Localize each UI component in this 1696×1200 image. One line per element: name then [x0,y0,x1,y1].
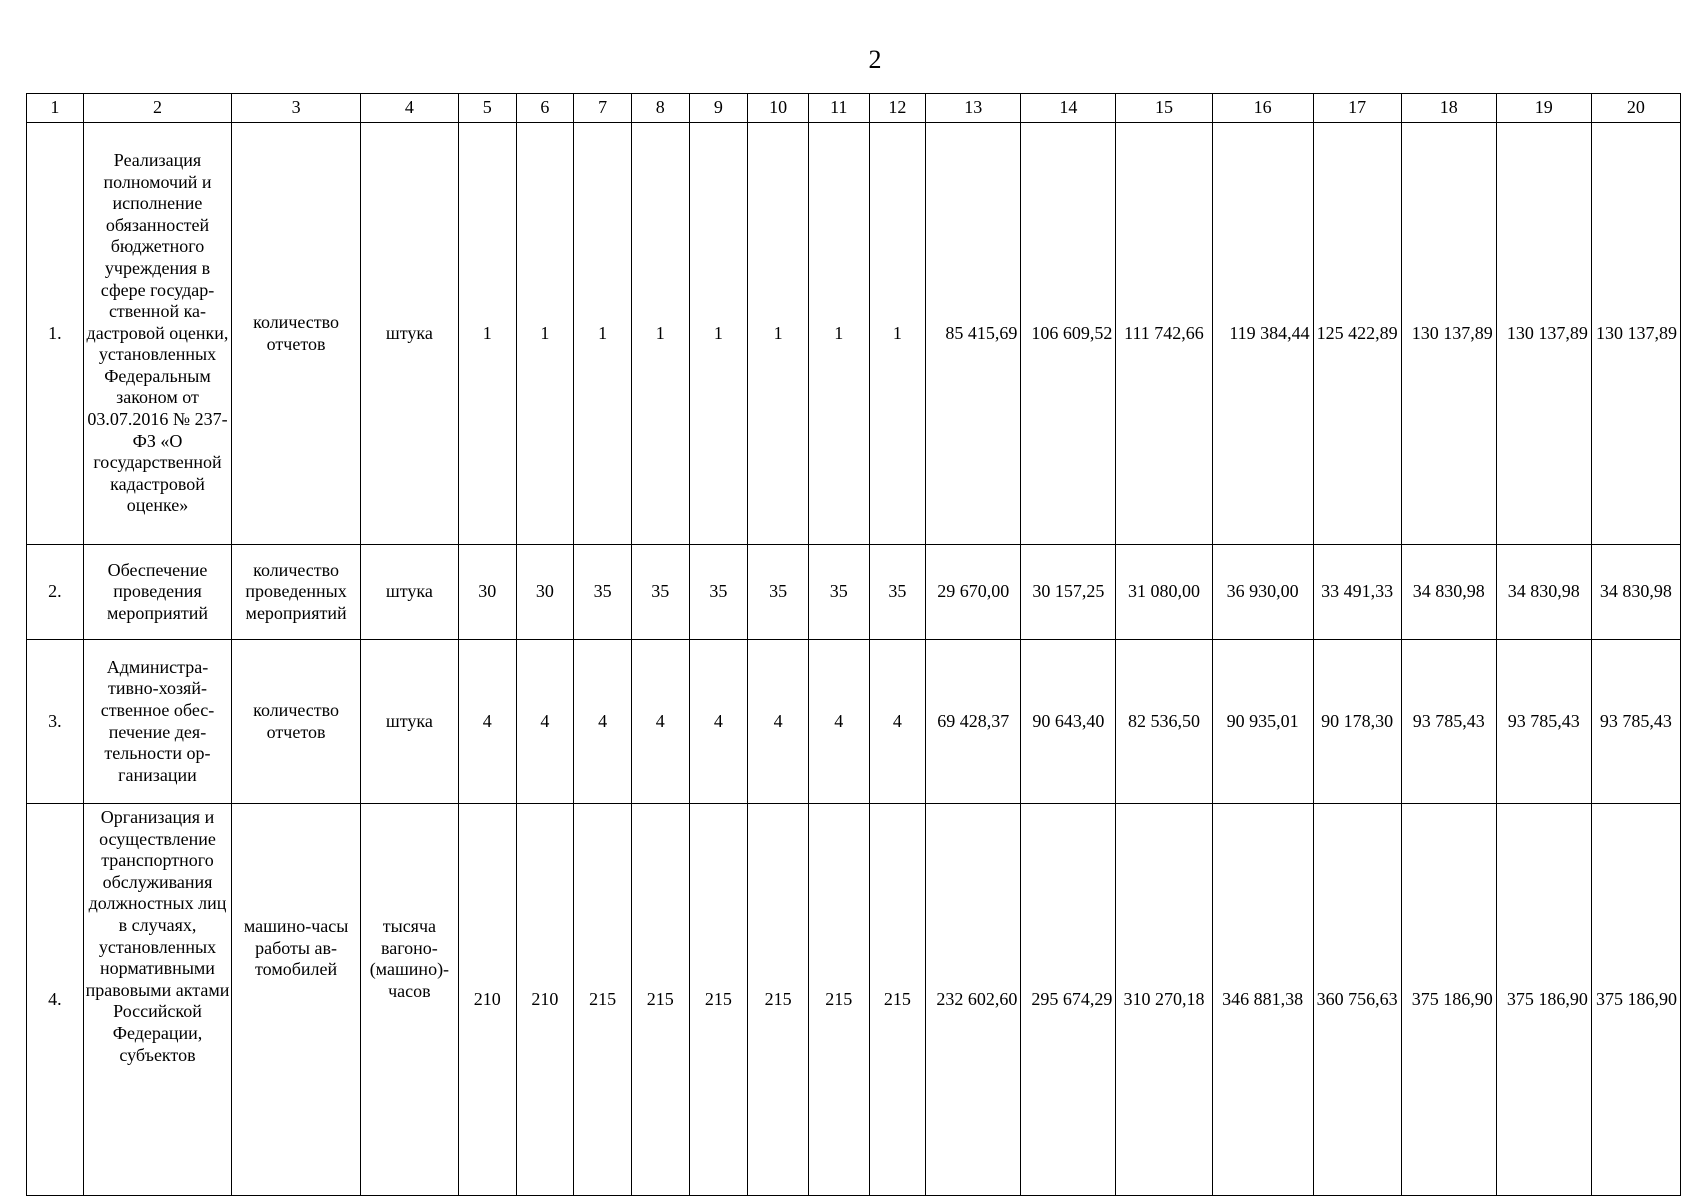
value-cell: 35 [631,545,689,640]
amount-cell: 310 270,18 [1116,804,1212,1196]
unit-name: штука [360,640,458,804]
amount-cell: 93 785,43 [1496,640,1591,804]
value-cell: 1 [748,123,809,545]
service-name: Организация и осуществление транспортного обслуживания должностных лиц в случаях, установленных нормативными правовыми актами Российской Федерации, субъектов [83,804,232,1196]
column-header: 13 [926,94,1021,123]
amount-cell: 130 137,89 [1401,123,1496,545]
column-header: 11 [808,94,869,123]
service-name: Административно-хозяйственное обеспечение деятельности организации [83,640,232,804]
value-cell: 4 [808,640,869,804]
column-header: 10 [748,94,809,123]
amount-cell: 375 186,90 [1401,804,1496,1196]
amount-cell: 34 830,98 [1496,545,1591,640]
amount-cell: 31 080,00 [1116,545,1212,640]
row-number: 2. [27,545,84,640]
amount-cell: 85 415,69 [926,123,1021,545]
value-cell: 215 [748,804,809,1196]
value-cell: 1 [869,123,926,545]
amount-cell: 106 609,52 [1021,123,1116,545]
column-header: 3 [232,94,360,123]
value-cell: 1 [516,123,574,545]
table-row [27,640,1681,804]
data-table [26,93,1681,1196]
indicator-name: количество отчетов [232,640,360,804]
column-header: 6 [516,94,574,123]
indicator-name: количество проведенных мероприятий [232,545,360,640]
amount-cell: 29 670,00 [926,545,1021,640]
value-cell: 215 [631,804,689,1196]
amount-cell: 295 674,29 [1021,804,1116,1196]
amount-cell: 360 756,63 [1313,804,1401,1196]
unit-name: штука [360,123,458,545]
value-cell: 210 [458,804,516,1196]
value-cell: 4 [748,640,809,804]
value-cell: 30 [516,545,574,640]
value-cell: 1 [458,123,516,545]
column-header: 2 [83,94,232,123]
column-header: 5 [458,94,516,123]
amount-cell: 33 491,33 [1313,545,1401,640]
amount-cell: 130 137,89 [1496,123,1591,545]
amount-cell: 119 384,44 [1212,123,1313,545]
amount-cell: 36 930,00 [1212,545,1313,640]
value-cell: 4 [458,640,516,804]
service-name: Обеспечение проведения мероприятий [83,545,232,640]
amount-cell: 375 186,90 [1591,804,1680,1196]
value-cell: 215 [689,804,748,1196]
value-cell: 4 [574,640,632,804]
column-header: 1 [27,94,84,123]
column-header: 7 [574,94,632,123]
amount-cell: 69 428,37 [926,640,1021,804]
amount-cell: 90 643,40 [1021,640,1116,804]
amount-cell: 111 742,66 [1116,123,1212,545]
column-header: 19 [1496,94,1591,123]
header-row [27,94,1681,123]
column-header: 18 [1401,94,1496,123]
column-header: 20 [1591,94,1680,123]
value-cell: 35 [869,545,926,640]
value-cell: 1 [631,123,689,545]
amount-cell: 93 785,43 [1401,640,1496,804]
unit-name: штука [360,545,458,640]
table-row [27,545,1681,640]
value-cell: 210 [516,804,574,1196]
amount-cell: 130 137,89 [1591,123,1680,545]
value-cell: 4 [689,640,748,804]
amount-cell: 30 157,25 [1021,545,1116,640]
value-cell: 215 [574,804,632,1196]
value-cell: 1 [808,123,869,545]
value-cell: 215 [869,804,926,1196]
value-cell: 35 [808,545,869,640]
value-cell: 4 [516,640,574,804]
amount-cell: 346 881,38 [1212,804,1313,1196]
amount-cell: 375 186,90 [1496,804,1591,1196]
row-number: 4. [27,804,84,1196]
row-number: 1. [27,123,84,545]
amount-cell: 90 178,30 [1313,640,1401,804]
amount-cell: 125 422,89 [1313,123,1401,545]
column-header: 9 [689,94,748,123]
column-header: 16 [1212,94,1313,123]
column-header: 4 [360,94,458,123]
page-number: 2 [868,45,882,74]
amount-cell: 34 830,98 [1401,545,1496,640]
amount-cell: 34 830,98 [1591,545,1680,640]
value-cell: 30 [458,545,516,640]
amount-cell: 82 536,50 [1116,640,1212,804]
value-cell: 215 [808,804,869,1196]
unit-name: тысяча вагоно-(машино)-часов [360,804,458,1196]
amount-cell: 90 935,01 [1212,640,1313,804]
amount-cell: 232 602,60 [926,804,1021,1196]
column-header: 12 [869,94,926,123]
column-header: 8 [631,94,689,123]
column-header: 15 [1116,94,1212,123]
row-number: 3. [27,640,84,804]
table-row [27,123,1681,545]
indicator-name: машино-часы работы автомобилей [232,804,360,1196]
value-cell: 1 [689,123,748,545]
value-cell: 4 [631,640,689,804]
column-header: 14 [1021,94,1116,123]
indicator-name: количество отчетов [232,123,360,545]
service-name: Реализация полномочий и исполнение обязанностей бюджетного учреждения в сфере государственной кадастровой оценки, установленных Федеральным законом от 03.07.2016 № 237-ФЗ «О государственной кадастровой оценке» [83,123,232,545]
column-header: 17 [1313,94,1401,123]
value-cell: 4 [869,640,926,804]
value-cell: 35 [574,545,632,640]
value-cell: 35 [689,545,748,640]
value-cell: 1 [574,123,632,545]
amount-cell: 93 785,43 [1591,640,1680,804]
table-row [27,804,1681,1196]
value-cell: 35 [748,545,809,640]
